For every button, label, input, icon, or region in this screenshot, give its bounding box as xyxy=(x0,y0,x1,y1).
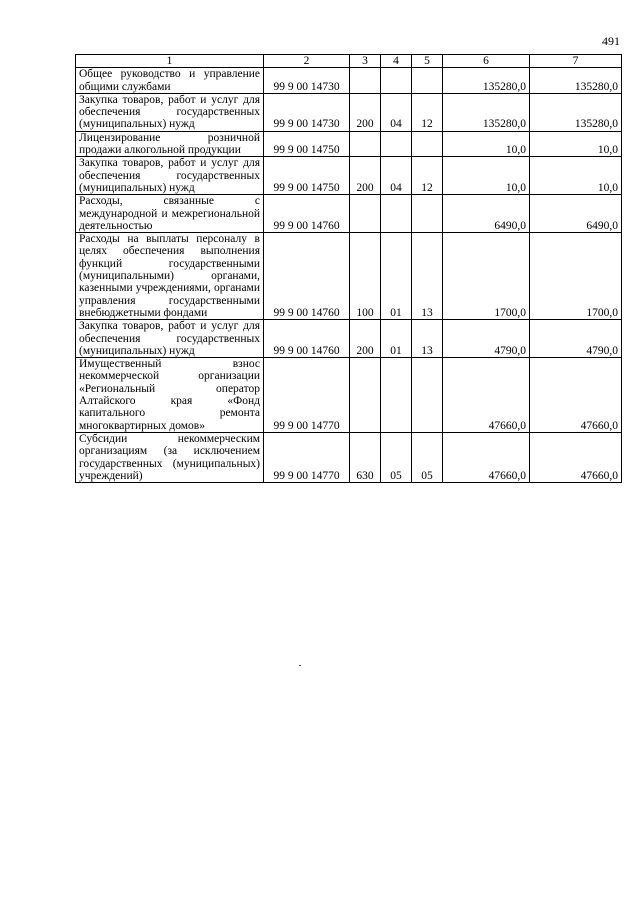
row-code: 99 9 00 14750 xyxy=(264,131,350,157)
table-row xyxy=(76,320,622,358)
row-col-3 xyxy=(350,68,381,94)
row-col-5 xyxy=(412,358,443,433)
row-col-3: 630 xyxy=(350,432,381,482)
row-code: 99 9 00 14730 xyxy=(264,68,350,94)
row-col-4: 01 xyxy=(381,320,412,358)
row-col-4: 04 xyxy=(381,157,412,195)
row-col-5: 13 xyxy=(412,233,443,320)
row-col-4 xyxy=(381,131,412,157)
row-col-3: 200 xyxy=(350,157,381,195)
header-col-5: 5 xyxy=(412,55,443,68)
row-col-3: 200 xyxy=(350,93,381,131)
row-col-7: 10,0 xyxy=(530,157,622,195)
row-name: Лицензирование розничной продажи алкогольной продукции xyxy=(76,131,264,157)
table-row xyxy=(76,93,622,131)
row-name: Закупка товаров, работ и услуг для обеспечения государственных (муниципальных) нужд xyxy=(76,157,264,195)
row-col-7: 135280,0 xyxy=(530,68,622,94)
row-col-6: 4790,0 xyxy=(443,320,530,358)
row-code: 99 9 00 14770 xyxy=(264,432,350,482)
row-col-6: 135280,0 xyxy=(443,68,530,94)
row-col-5: 13 xyxy=(412,320,443,358)
row-col-6: 10,0 xyxy=(443,157,530,195)
row-col-7: 4790,0 xyxy=(530,320,622,358)
header-col-6: 6 xyxy=(443,55,530,68)
page-number: 491 xyxy=(602,34,620,48)
row-code: 99 9 00 14760 xyxy=(264,195,350,233)
table-row xyxy=(76,157,622,195)
header-col-3: 3 xyxy=(350,55,381,68)
row-col-7: 47660,0 xyxy=(530,358,622,433)
row-col-3: 200 xyxy=(350,320,381,358)
row-name: Субсидии некоммерческим организациям (за исключением государственных (муниципальных) учреждений) xyxy=(76,432,264,482)
header-col-4: 4 xyxy=(381,55,412,68)
table-row xyxy=(76,195,622,233)
table-row xyxy=(76,233,622,320)
header-col-7: 7 xyxy=(530,55,622,68)
row-col-3 xyxy=(350,358,381,433)
row-col-5: 05 xyxy=(412,432,443,482)
row-code: 99 9 00 14770 xyxy=(264,358,350,433)
row-code: 99 9 00 14750 xyxy=(264,157,350,195)
row-col-4: 01 xyxy=(381,233,412,320)
row-name: Закупка товаров, работ и услуг для обеспечения государственных (муниципальных) нужд xyxy=(76,93,264,131)
row-col-6: 47660,0 xyxy=(443,432,530,482)
table-row xyxy=(76,432,622,482)
budget-table xyxy=(75,54,622,483)
row-name: Расходы, связанные с международной и межрегиональной деятельностью xyxy=(76,195,264,233)
row-col-3 xyxy=(350,195,381,233)
table-row xyxy=(76,131,622,157)
row-code: 99 9 00 14730 xyxy=(264,93,350,131)
table-row xyxy=(76,68,622,94)
row-col-7: 47660,0 xyxy=(530,432,622,482)
row-col-3: 100 xyxy=(350,233,381,320)
row-col-4 xyxy=(381,68,412,94)
row-col-6: 10,0 xyxy=(443,131,530,157)
row-col-6: 6490,0 xyxy=(443,195,530,233)
row-name: Расходы на выплаты персоналу в целях обеспечения выполнения функций государственными (муниципальными) органами, казенными учреждениями, органами управления государственными внебюджетными фондами xyxy=(76,233,264,320)
row-col-4 xyxy=(381,195,412,233)
row-col-5 xyxy=(412,195,443,233)
header-col-1: 1 xyxy=(76,55,264,68)
row-col-6: 1700,0 xyxy=(443,233,530,320)
row-col-7: 1700,0 xyxy=(530,233,622,320)
row-col-4: 05 xyxy=(381,432,412,482)
row-name: Имущественный взнос некоммерческой организации «Региональный оператор Алтайского края «Фонд капитального ремонта многоквартирных домов» xyxy=(76,358,264,433)
row-col-4 xyxy=(381,358,412,433)
row-col-3 xyxy=(350,131,381,157)
row-col-5: 12 xyxy=(412,93,443,131)
row-col-4: 04 xyxy=(381,93,412,131)
row-name: Закупка товаров, работ и услуг для обеспечения государственных (муниципальных) нужд xyxy=(76,320,264,358)
row-code: 99 9 00 14760 xyxy=(264,233,350,320)
row-name: Общее руководство и управление общими службами xyxy=(76,68,264,94)
row-col-7: 6490,0 xyxy=(530,195,622,233)
row-col-6: 47660,0 xyxy=(443,358,530,433)
header-col-2: 2 xyxy=(264,55,350,68)
row-code: 99 9 00 14760 xyxy=(264,320,350,358)
row-col-5 xyxy=(412,131,443,157)
header-row xyxy=(76,55,622,68)
row-col-5: 12 xyxy=(412,157,443,195)
table-row xyxy=(76,358,622,433)
row-col-7: 10,0 xyxy=(530,131,622,157)
row-col-7: 135280,0 xyxy=(530,93,622,131)
row-col-5 xyxy=(412,68,443,94)
row-col-6: 135280,0 xyxy=(443,93,530,131)
stray-mark xyxy=(299,665,301,666)
